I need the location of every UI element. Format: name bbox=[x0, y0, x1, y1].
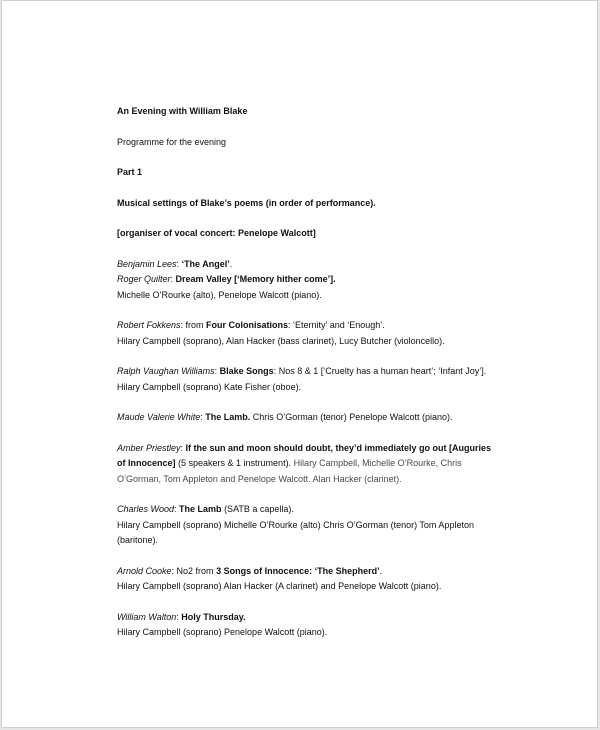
programme-entry bbox=[117, 502, 497, 549]
entry-detail: . bbox=[229, 258, 233, 269]
composer-name: Maude Valerie White bbox=[117, 412, 201, 422]
entry-separator: : bbox=[174, 504, 180, 514]
work-title: If the sun and moon should doubt, they’d immediately go out [Auguries of Innocence] bbox=[117, 442, 492, 468]
composer-name: Benjamin Lees bbox=[117, 258, 177, 269]
entry-separator: : bbox=[214, 366, 220, 376]
performers: Hilary Campbell, Michelle O’Rourke, Chris O’Gorman, Tom Appleton and Penelope Walcott. Alan Hacker (clarinet). bbox=[117, 458, 462, 484]
performers: Hilary Campbell (soprano) Alan Hacker (A clarinet) and Penelope Walcott (piano). bbox=[117, 581, 442, 591]
programme-entry bbox=[117, 441, 497, 488]
entry-detail: (SATB a capella). bbox=[221, 504, 294, 514]
work-title: 3 Songs of Innocence: ‘The Shepherd’ bbox=[216, 565, 380, 576]
performers: Hilary Campbell (soprano), Alan Hacker (bass clarinet), Lucy Butcher (violoncello). bbox=[117, 335, 445, 346]
organiser-note: [organiser of vocal concert: Penelope Walcott] bbox=[117, 228, 316, 238]
document-body bbox=[117, 104, 497, 656]
work-title: The Lamb bbox=[179, 504, 222, 514]
performers: Hilary Campbell (soprano) Penelope Walcott (piano). bbox=[117, 627, 328, 637]
entry-separator: : bbox=[176, 611, 182, 622]
document-title: An Evening with William Blake bbox=[117, 106, 248, 116]
composer-name: Charles Wood bbox=[117, 504, 175, 514]
composer-name: William Walton bbox=[117, 611, 177, 622]
entry-detail: . bbox=[379, 565, 383, 576]
entry-detail: Chris O’Gorman (tenor) Penelope Walcott (piano). bbox=[250, 412, 453, 422]
composer-name: Ralph Vaughan Williams bbox=[117, 366, 215, 376]
work-title: Blake Songs bbox=[219, 366, 274, 376]
performers: Hilary Campbell (soprano) Michelle O’Rourke (alto) Chris O’Gorman (tenor) Tom Appleton (baritone). bbox=[117, 519, 474, 545]
entry-detail: : ‘Eternity’ and ‘Enough’. bbox=[288, 320, 385, 330]
entry-separator: : No2 from bbox=[171, 565, 217, 576]
entry-detail: : Nos 8 & 1 [‘Cruelty has a human heart’; ‘Infant Joy’]. bbox=[273, 366, 487, 376]
section-heading: Musical settings of Blake’s poems (in order of performance). bbox=[117, 197, 376, 208]
entry-separator: : bbox=[170, 274, 176, 284]
document-subtitle: Programme for the evening bbox=[117, 136, 227, 147]
programme-entry bbox=[117, 318, 497, 349]
entry-separator: : bbox=[176, 258, 182, 269]
programme-entry bbox=[117, 564, 497, 595]
programme-entry bbox=[117, 410, 497, 426]
composer-name: Amber Priestley bbox=[117, 442, 181, 453]
programme-entry bbox=[117, 257, 497, 304]
work-title: Holy Thursday. bbox=[181, 611, 246, 622]
document-page bbox=[1, 0, 598, 728]
performers: Michelle O’Rourke (alto), Penelope Walcott (piano). bbox=[117, 289, 322, 300]
work-title: Four Colonisations bbox=[206, 320, 289, 330]
work-title: Dream Valley [‘Memory hither come’]. bbox=[175, 274, 336, 284]
programme-entry bbox=[117, 364, 497, 395]
entry-separator: : bbox=[180, 442, 186, 453]
work-title: The Lamb. bbox=[205, 412, 251, 422]
entry-separator: : bbox=[200, 412, 206, 422]
entry-separator: : from bbox=[180, 320, 207, 330]
composer-name: Arnold Cooke bbox=[117, 565, 172, 576]
performers: Hilary Campbell (soprano) Kate Fisher (oboe). bbox=[117, 381, 302, 392]
part-heading: Part 1 bbox=[117, 167, 143, 177]
entry-detail: (5 speakers & 1 instrument). bbox=[175, 458, 292, 468]
composer-name: Roger Quilter bbox=[117, 274, 171, 284]
composer-name: Robert Fokkens bbox=[117, 320, 181, 330]
programme-entry bbox=[117, 610, 497, 641]
work-title: ‘The Angel’ bbox=[181, 258, 230, 269]
